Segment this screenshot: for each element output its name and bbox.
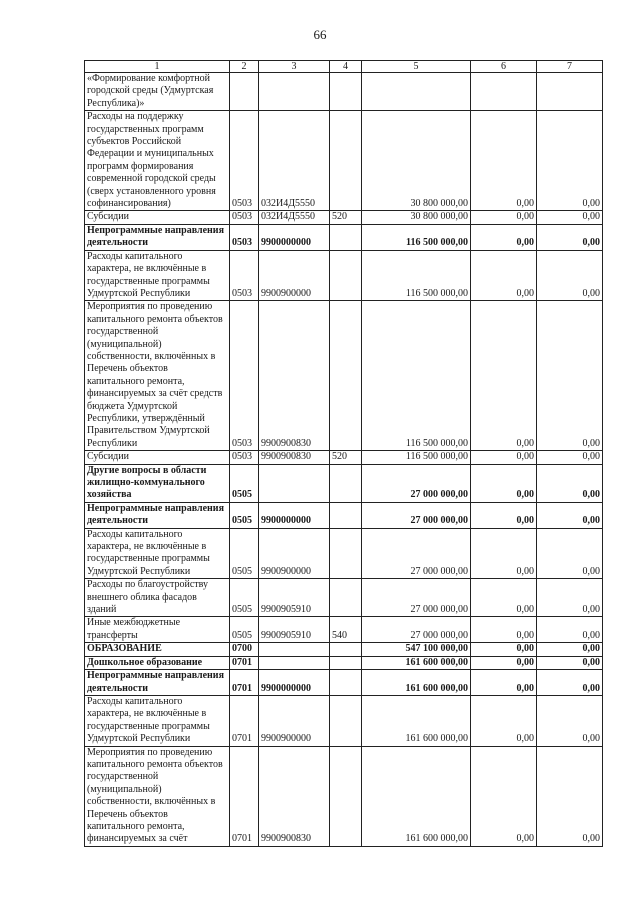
row-target-code: 9900900000 <box>259 528 330 579</box>
row-name: «Формирование комфортной городской среды (Удмуртская Республика)» <box>85 73 230 111</box>
row-section-code: 0701 <box>230 746 259 846</box>
row-amount: 27 000 000,00 <box>362 502 471 528</box>
row-col6-value: 0,00 <box>471 111 537 211</box>
row-name: Субсидии <box>85 211 230 224</box>
row-col6-value: 0,00 <box>471 670 537 696</box>
row-section-code: 0505 <box>230 617 259 643</box>
row-section-code: 0505 <box>230 579 259 617</box>
table-row <box>85 695 603 746</box>
row-expense-type <box>330 746 362 846</box>
row-section-code: 0701 <box>230 656 259 669</box>
row-col7-value: 0,00 <box>537 502 603 528</box>
row-name: Расходы капитального характера, не включённые в государственные программы Удмуртской Республики <box>85 528 230 579</box>
row-name: Мероприятия по проведению капитального ремонта объектов государственной (муниципальной) собственности, включённых в Перечень объектов капитального ремонта, финансируемых за счёт средств бюджета Удмуртской Республики, утверждённый Правительством Удмуртской Республики <box>85 301 230 451</box>
row-name: Расходы капитального характера, не включённые в государственные программы Удмуртской Республики <box>85 250 230 301</box>
row-expense-type <box>330 464 362 502</box>
row-col7-value: 0,00 <box>537 579 603 617</box>
row-name: Расходы по благоустройству внешнего облика фасадов зданий <box>85 579 230 617</box>
row-target-code: 9900000000 <box>259 502 330 528</box>
row-target-code: 9900900830 <box>259 451 330 464</box>
row-amount: 116 500 000,00 <box>362 451 471 464</box>
row-amount: 116 500 000,00 <box>362 250 471 301</box>
row-name: Непрограммные направления деятельности <box>85 502 230 528</box>
row-expense-type <box>330 695 362 746</box>
row-target-code: 9900900000 <box>259 695 330 746</box>
row-target-code <box>259 73 330 111</box>
row-expense-type <box>330 301 362 451</box>
row-col6-value: 0,00 <box>471 502 537 528</box>
table-row <box>85 301 603 451</box>
row-col6-value: 0,00 <box>471 451 537 464</box>
row-target-code: 9900000000 <box>259 224 330 250</box>
row-name: Субсидии <box>85 451 230 464</box>
row-expense-type <box>330 224 362 250</box>
row-expense-type: 520 <box>330 451 362 464</box>
row-section-code: 0700 <box>230 643 259 656</box>
row-col7-value: 0,00 <box>537 656 603 669</box>
row-target-code: 9900905910 <box>259 617 330 643</box>
page-number: 66 <box>313 27 327 42</box>
row-expense-type <box>330 502 362 528</box>
table-row <box>85 579 603 617</box>
row-name: Иные межбюджетные трансферты <box>85 617 230 643</box>
row-section-code: 0701 <box>230 695 259 746</box>
row-name: Непрограммные направления деятельности <box>85 224 230 250</box>
row-col6-value: 0,00 <box>471 301 537 451</box>
row-name: Непрограммные направления деятельности <box>85 670 230 696</box>
table-row <box>85 528 603 579</box>
row-amount: 30 800 000,00 <box>362 111 471 211</box>
row-expense-type <box>330 528 362 579</box>
row-section-code: 0503 <box>230 301 259 451</box>
row-col6-value: 0,00 <box>471 695 537 746</box>
row-expense-type <box>330 656 362 669</box>
row-amount: 161 600 000,00 <box>362 695 471 746</box>
row-target-code: 9900900000 <box>259 250 330 301</box>
row-amount: 547 100 000,00 <box>362 643 471 656</box>
row-expense-type <box>330 250 362 301</box>
table-row <box>85 617 603 643</box>
table-row <box>85 656 603 669</box>
row-section-code: 0505 <box>230 528 259 579</box>
row-section-code: 0503 <box>230 111 259 211</box>
row-target-code: 032И4Д5550 <box>259 111 330 211</box>
row-col7-value: 0,00 <box>537 111 603 211</box>
row-expense-type <box>330 73 362 111</box>
row-amount: 27 000 000,00 <box>362 617 471 643</box>
row-col7-value: 0,00 <box>537 695 603 746</box>
row-col7-value: 0,00 <box>537 464 603 502</box>
row-col7-value <box>537 73 603 111</box>
row-col7-value: 0,00 <box>537 224 603 250</box>
row-section-code: 0503 <box>230 211 259 224</box>
row-col7-value: 0,00 <box>537 211 603 224</box>
column-header: 5 <box>362 61 471 73</box>
row-col7-value: 0,00 <box>537 528 603 579</box>
row-target-code <box>259 464 330 502</box>
row-col7-value: 0,00 <box>537 250 603 301</box>
table-row <box>85 73 603 111</box>
row-amount: 116 500 000,00 <box>362 301 471 451</box>
row-section-code: 0503 <box>230 224 259 250</box>
row-amount: 27 000 000,00 <box>362 579 471 617</box>
table-row <box>85 502 603 528</box>
table-row <box>85 224 603 250</box>
row-amount: 116 500 000,00 <box>362 224 471 250</box>
row-target-code <box>259 643 330 656</box>
table-row <box>85 211 603 224</box>
row-amount: 161 600 000,00 <box>362 746 471 846</box>
row-section-code <box>230 73 259 111</box>
row-target-code: 9900900830 <box>259 301 330 451</box>
column-header: 7 <box>537 61 603 73</box>
row-expense-type <box>330 643 362 656</box>
row-amount: 27 000 000,00 <box>362 464 471 502</box>
row-col6-value: 0,00 <box>471 746 537 846</box>
row-target-code <box>259 656 330 669</box>
row-section-code: 0701 <box>230 670 259 696</box>
column-header-row <box>85 61 603 73</box>
row-name: ОБРАЗОВАНИЕ <box>85 643 230 656</box>
row-amount: 161 600 000,00 <box>362 656 471 669</box>
row-name: Мероприятия по проведению капитального ремонта объектов государственной (муниципальной) собственности, включённых в Перечень объектов капитального ремонта, финансируемых за счёт <box>85 746 230 846</box>
row-target-code: 9900900830 <box>259 746 330 846</box>
row-amount: 27 000 000,00 <box>362 528 471 579</box>
row-col7-value: 0,00 <box>537 670 603 696</box>
row-expense-type: 540 <box>330 617 362 643</box>
row-section-code: 0503 <box>230 451 259 464</box>
row-section-code: 0505 <box>230 464 259 502</box>
row-name: Расходы на поддержку государственных программ субъектов Российской Федерации и муниципальных программ формирования современной городской среды (сверх установленного уровня софинансирования) <box>85 111 230 211</box>
row-col7-value: 0,00 <box>537 301 603 451</box>
row-expense-type <box>330 670 362 696</box>
row-col6-value: 0,00 <box>471 643 537 656</box>
row-col6-value: 0,00 <box>471 579 537 617</box>
row-col6-value: 0,00 <box>471 656 537 669</box>
row-col6-value: 0,00 <box>471 224 537 250</box>
row-name: Расходы капитального характера, не включённые в государственные программы Удмуртской Республики <box>85 695 230 746</box>
row-col7-value: 0,00 <box>537 451 603 464</box>
budget-table <box>84 60 603 847</box>
row-section-code: 0503 <box>230 250 259 301</box>
row-target-code: 9900000000 <box>259 670 330 696</box>
column-header: 6 <box>471 61 537 73</box>
row-col6-value: 0,00 <box>471 617 537 643</box>
row-target-code: 9900905910 <box>259 579 330 617</box>
row-col6-value <box>471 73 537 111</box>
table-row <box>85 670 603 696</box>
column-header: 1 <box>85 61 230 73</box>
column-header: 3 <box>259 61 330 73</box>
table-row <box>85 464 603 502</box>
row-expense-type <box>330 579 362 617</box>
row-amount: 30 800 000,00 <box>362 211 471 224</box>
table-row <box>85 643 603 656</box>
table-row <box>85 746 603 846</box>
row-col7-value: 0,00 <box>537 643 603 656</box>
row-name: Дошкольное образование <box>85 656 230 669</box>
table-row <box>85 250 603 301</box>
table-row <box>85 451 603 464</box>
row-col7-value: 0,00 <box>537 617 603 643</box>
table-row <box>85 111 603 211</box>
column-header: 2 <box>230 61 259 73</box>
row-expense-type <box>330 111 362 211</box>
row-col7-value: 0,00 <box>537 746 603 846</box>
row-section-code: 0505 <box>230 502 259 528</box>
row-col6-value: 0,00 <box>471 250 537 301</box>
row-expense-type: 520 <box>330 211 362 224</box>
row-amount: 161 600 000,00 <box>362 670 471 696</box>
row-name: Другие вопросы в области жилищно-коммунального хозяйства <box>85 464 230 502</box>
row-target-code: 032И4Д5550 <box>259 211 330 224</box>
row-col6-value: 0,00 <box>471 464 537 502</box>
row-col6-value: 0,00 <box>471 211 537 224</box>
column-header: 4 <box>330 61 362 73</box>
row-col6-value: 0,00 <box>471 528 537 579</box>
row-amount <box>362 73 471 111</box>
